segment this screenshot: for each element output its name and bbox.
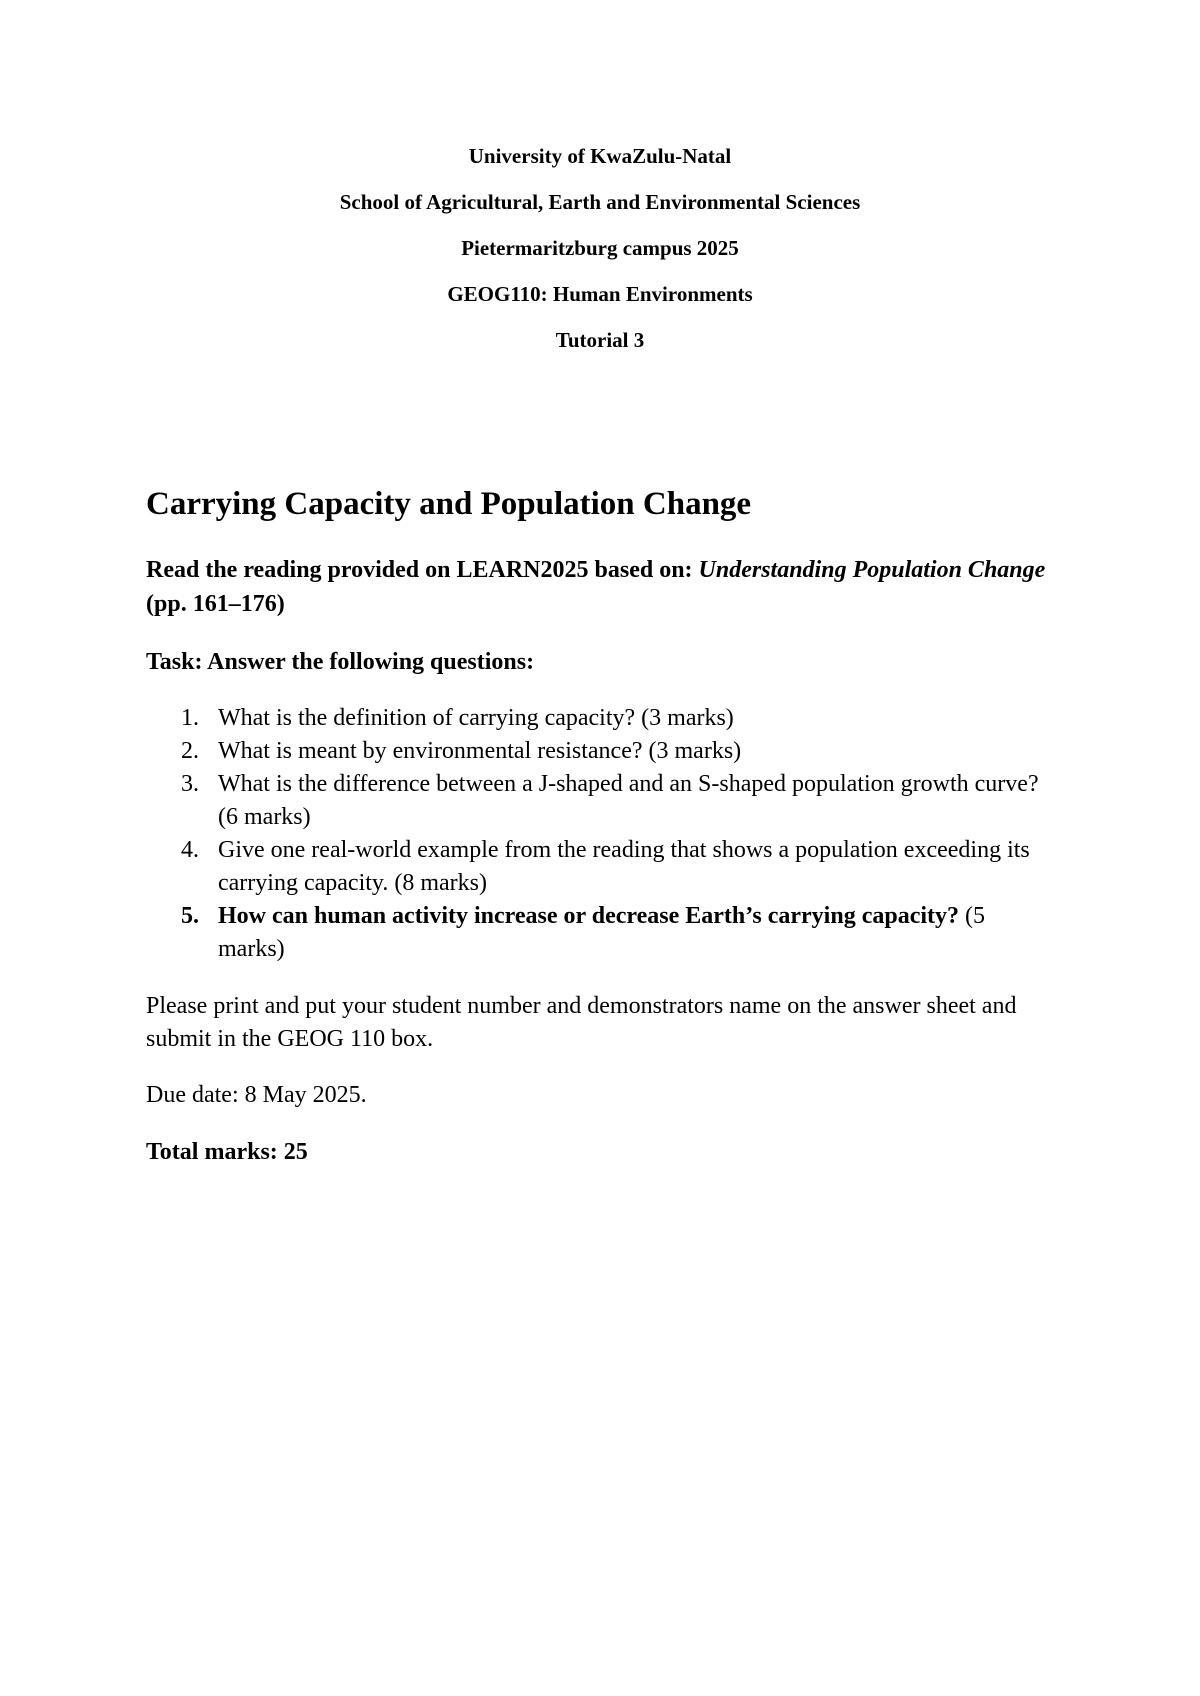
question-item [146, 768, 1046, 834]
question-text: How can human activity increase or decrease Earth’s carrying capacity? [218, 903, 959, 929]
question-list [146, 702, 1046, 966]
task-heading: Task: Answer the following questions: [146, 649, 535, 675]
question-text: What is meant by environmental resistance? (3 marks) [218, 738, 742, 764]
campus-line: Pietermaritzburg campus 2025 [461, 236, 739, 260]
question-number: 3. [181, 771, 199, 797]
question-number: 4. [181, 837, 199, 863]
question-number: 2. [181, 738, 199, 764]
question-text: Give one real-world example from the reading that shows a population exceeding its carrying capacity. (8 marks) [218, 837, 1030, 896]
question-text: What is the definition of carrying capacity? (3 marks) [218, 705, 734, 731]
document-header [0, 145, 1200, 375]
reading-pages: (pp. 161–176) [146, 591, 285, 617]
question-marks: (5 marks) [218, 903, 985, 962]
question-item [146, 702, 1046, 735]
due-date: Due date: 8 May 2025. [146, 1082, 367, 1108]
university-name: University of KwaZulu-Natal [468, 144, 732, 168]
reading-instruction [146, 553, 1046, 621]
question-item [146, 735, 1046, 768]
reading-prefix: Read the reading provided on LEARN2025 based on: [146, 557, 699, 583]
total-marks: Total marks: 25 [146, 1139, 308, 1165]
question-text: What is the difference between a J-shaped and an S-shaped population growth curve? (6 marks) [218, 771, 1039, 830]
tutorial-line: Tutorial 3 [555, 328, 645, 352]
question-item [146, 834, 1046, 900]
school-name: School of Agricultural, Earth and Environmental Sciences [339, 190, 861, 214]
question-item [146, 900, 1046, 966]
course-line: GEOG110: Human Environments [447, 282, 753, 306]
reading-book-title: Understanding Population Change [698, 557, 1046, 583]
document-title: Carrying Capacity and Population Change [146, 486, 752, 522]
submission-instructions: Please print and put your student number and demonstrators name on the answer sheet and submit in the GEOG 110 box. [146, 993, 1017, 1052]
question-number: 5. [181, 903, 199, 929]
question-number: 1. [181, 705, 199, 731]
document-body [146, 485, 1046, 1169]
